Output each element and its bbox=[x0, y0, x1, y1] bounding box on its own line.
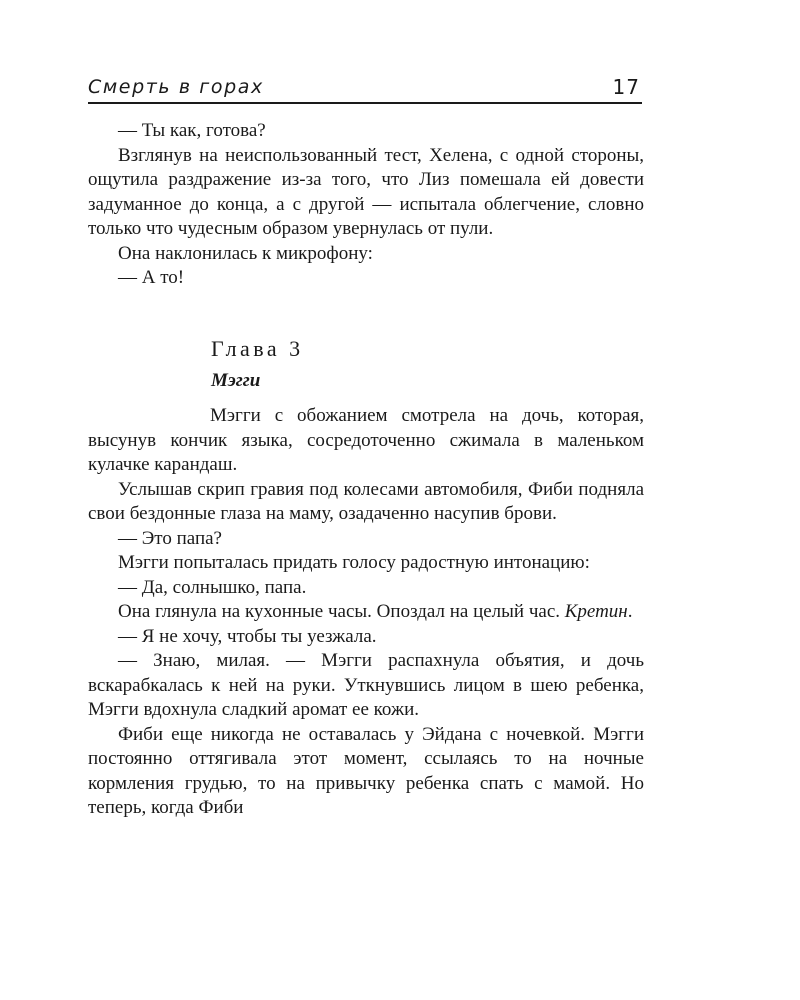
paragraph: Взглянув на неиспользованный тест, Хелена, с одной стороны, ощутила раздражение из-за того, что Лиз помешала ей довести задуманное до конца, а с другой — испытала облегчение, словно только что чудесным образом увернулась от пули. bbox=[88, 144, 644, 239]
paragraph: Услышав скрип гравия под колесами автомобиля, Фиби подняла свои бездонные глаза на маму, озадаченно насупив брови. bbox=[88, 478, 644, 524]
paragraph: — Знаю, милая. — Мэгги распахнула объятия, и дочь вскарабкалась к ней на руки. Уткнувшись лицом в шею ребенка, Мэгги вдохнула сладкий аромат ее кожи. bbox=[88, 650, 644, 720]
paragraph: — А то! bbox=[118, 267, 185, 288]
paragraph: — Это папа? bbox=[118, 527, 222, 549]
paragraph: — Ты как, готова? bbox=[118, 120, 266, 141]
paragraph-text: Она глянула на кухонные часы. Опоздал на целый час. bbox=[118, 601, 565, 622]
text-block-continuation bbox=[88, 119, 644, 291]
paragraph: Мэгги с обожанием смотрела на дочь, которая, высунув кончик языка, сосредоточенно сжимала в маленьком кулачке карандаш. bbox=[88, 405, 644, 475]
running-header bbox=[88, 72, 642, 104]
page-number: 17 bbox=[612, 75, 640, 99]
chapter-subtitle: Мэгги bbox=[211, 370, 261, 391]
chapter-heading: Глава 3 bbox=[211, 336, 304, 361]
paragraph: — Я не хочу, чтобы ты уезжала. bbox=[118, 625, 377, 647]
paragraph: Она наклонилась к микрофону: bbox=[118, 242, 373, 264]
paragraph bbox=[88, 600, 644, 625]
paragraph-text: . bbox=[627, 601, 633, 622]
paragraph: Фиби еще никогда не оставалась у Эйдана с ночевкой. Мэгги постоянно оттягивала этот момент, ссылаясь то на ночные кормления грудью, то на привычку ребенка спать с мамой. Но теперь, когда Фиби bbox=[88, 723, 644, 818]
running-title: Смерть в горах bbox=[88, 76, 264, 98]
paragraph: — Да, солнышко, папа. bbox=[118, 576, 307, 598]
text-block-chapter bbox=[88, 404, 644, 821]
paragraph: Мэгги попыталась придать голосу радостную интонацию: bbox=[118, 552, 590, 573]
emphasis-text: Кретин bbox=[564, 601, 628, 622]
